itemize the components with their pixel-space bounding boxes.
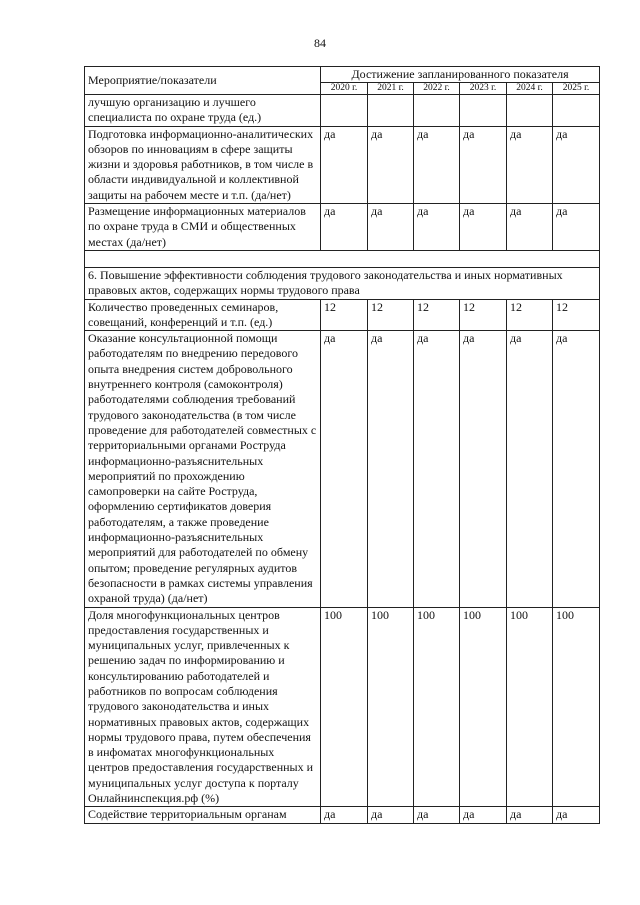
row-value: да bbox=[368, 204, 414, 251]
row-value: да bbox=[414, 126, 460, 203]
header-year: 2023 г. bbox=[460, 83, 507, 95]
header-year: 2025 г. bbox=[553, 83, 600, 95]
empty-row bbox=[85, 250, 600, 267]
row-value bbox=[321, 95, 368, 127]
table-row bbox=[85, 331, 600, 607]
row-value: да bbox=[321, 204, 368, 251]
header-achievement: Достижение запланированного показателя bbox=[321, 67, 600, 83]
row-value: да bbox=[460, 331, 507, 607]
row-label: лучшую организацию и лучшего специалиста по охране труда (ед.) bbox=[85, 95, 321, 127]
row-value: да bbox=[507, 126, 553, 203]
row-value: да bbox=[368, 807, 414, 823]
row-value bbox=[414, 95, 460, 127]
table-row bbox=[85, 607, 600, 807]
row-value: да bbox=[507, 204, 553, 251]
row-value: да bbox=[553, 126, 600, 203]
row-value: да bbox=[321, 807, 368, 823]
row-value: 100 bbox=[460, 607, 507, 807]
table-row bbox=[85, 95, 600, 127]
empty-cell bbox=[85, 250, 600, 267]
header-year: 2020 г. bbox=[321, 83, 368, 95]
header-year: 2022 г. bbox=[414, 83, 460, 95]
indicators-table bbox=[84, 66, 600, 824]
table-row bbox=[85, 807, 600, 823]
header-year: 2021 г. bbox=[368, 83, 414, 95]
header-row bbox=[85, 67, 600, 83]
row-value: да bbox=[553, 204, 600, 251]
row-value: да bbox=[414, 204, 460, 251]
row-value bbox=[460, 95, 507, 127]
table-row bbox=[85, 126, 600, 203]
row-value: 100 bbox=[368, 607, 414, 807]
row-value: 100 bbox=[321, 607, 368, 807]
row-value: да bbox=[553, 331, 600, 607]
row-value: да bbox=[507, 331, 553, 607]
row-value: да bbox=[368, 126, 414, 203]
row-label: Доля многофункциональных центров предоставления государственных и муниципальных услуг, привлеченных к решению задач по информированию и консультированию работодателей и работников по вопросам соблюдения трудового законодательства и иных нормативных правовых актов, содержащих нормы трудового права, путем обеспечения в инфоматах многофункциональных центров предоставления государственных и муниципальных услуг доступа к порталу Онлайнинспекция.рф (%) bbox=[85, 607, 321, 807]
row-value: 100 bbox=[414, 607, 460, 807]
row-value: 12 bbox=[553, 299, 600, 331]
row-value: 100 bbox=[507, 607, 553, 807]
row-label: Подготовка информационно-аналитических обзоров по инновациям в сфере защиты жизни и здоровья работников, в том числе в области индивидуальной и коллективной защиты на рабочем месте и т.п. (да/нет) bbox=[85, 126, 321, 203]
row-label: Содействие территориальным органам bbox=[85, 807, 321, 823]
row-value: да bbox=[460, 204, 507, 251]
row-value bbox=[553, 95, 600, 127]
row-value: 12 bbox=[507, 299, 553, 331]
row-value: 12 bbox=[368, 299, 414, 331]
row-value bbox=[368, 95, 414, 127]
section-6-title: 6. Повышение эффективности соблюдения трудового законодательства и иных нормативных правовых актов, содержащих нормы трудового права bbox=[85, 267, 600, 299]
table-row bbox=[85, 204, 600, 251]
row-value: 12 bbox=[321, 299, 368, 331]
row-value bbox=[507, 95, 553, 127]
header-year: 2024 г. bbox=[507, 83, 553, 95]
row-value: да bbox=[460, 126, 507, 203]
row-value: да bbox=[507, 807, 553, 823]
row-label: Оказание консультационной помощи работодателям по внедрению передового опыта внедрения систем добровольного внутреннего контроля (самоконтроля) работодателями соблюдения требований трудового законодательства (в том числе проведение для работодателей совместных с территориальными органами Роструда информационно-разъяснительных мероприятий по прохождению самопроверки на сайте Роструда, оформлению сертификатов доверия работодателям, а также проведение информационно-разъяснительных мероприятий для работодателей по обмену опытом; проведение регулярных аудитов безопасности в рамках системы управления охраной труда) (да/нет) bbox=[85, 331, 321, 607]
row-value: да bbox=[553, 807, 600, 823]
header-label-col: Мероприятие/показатели bbox=[85, 67, 321, 95]
page-number: 84 bbox=[314, 36, 326, 50]
row-value: 12 bbox=[414, 299, 460, 331]
row-value: да bbox=[460, 807, 507, 823]
row-value: да bbox=[414, 331, 460, 607]
row-label: Количество проведенных семинаров, совещаний, конференций и т.п. (ед.) bbox=[85, 299, 321, 331]
table-row bbox=[85, 299, 600, 331]
section-row bbox=[85, 267, 600, 299]
row-value: 12 bbox=[460, 299, 507, 331]
row-label: Размещение информационных материалов по охране труда в СМИ и общественных местах (да/нет) bbox=[85, 204, 321, 251]
row-value: да bbox=[368, 331, 414, 607]
row-value: да bbox=[414, 807, 460, 823]
row-value: да bbox=[321, 331, 368, 607]
row-value: да bbox=[321, 126, 368, 203]
row-value: 100 bbox=[553, 607, 600, 807]
